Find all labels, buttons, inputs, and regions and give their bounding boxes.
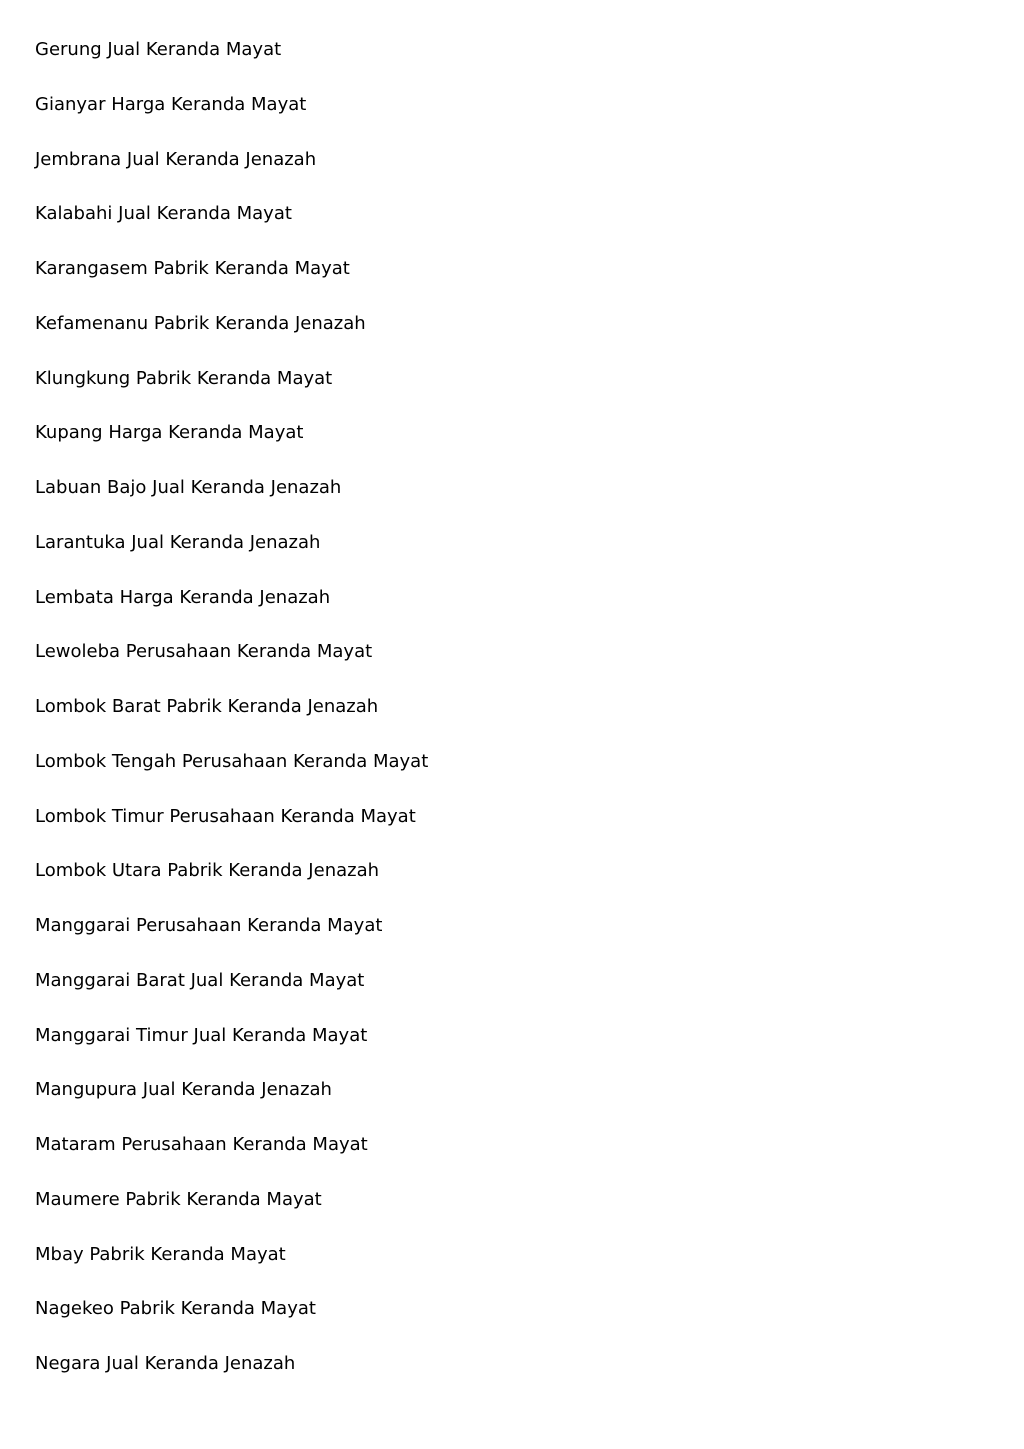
list-item	[35, 912, 428, 967]
list-item	[35, 693, 428, 748]
location-link-list	[35, 36, 428, 1405]
list-item	[35, 857, 428, 912]
list-item	[35, 310, 428, 365]
list-item	[35, 638, 428, 693]
location-link[interactable]: Lembata Harga Keranda Jenazah	[35, 586, 331, 608]
list-item	[35, 36, 428, 91]
location-link[interactable]: Mangupura Jual Keranda Jenazah	[35, 1079, 332, 1101]
list-item	[35, 1131, 428, 1186]
list-item	[35, 419, 428, 474]
list-item	[35, 1186, 428, 1241]
location-link[interactable]: Lombok Timur Perusahaan Keranda Mayat	[35, 805, 416, 827]
location-link[interactable]: Kefamenanu Pabrik Keranda Jenazah	[35, 312, 366, 334]
list-item	[35, 91, 428, 146]
list-item	[35, 1022, 428, 1077]
location-link[interactable]: Labuan Bajo Jual Keranda Jenazah	[35, 477, 342, 498]
location-link[interactable]: Larantuka Jual Keranda Jenazah	[35, 531, 321, 553]
list-item	[35, 748, 428, 803]
location-link[interactable]: Klungkung Pabrik Keranda Mayat	[35, 367, 333, 389]
list-item	[35, 365, 428, 420]
location-link[interactable]: Lombok Tengah Perusahaan Keranda Mayat	[35, 750, 429, 772]
list-item	[35, 803, 428, 858]
location-link[interactable]: Kupang Harga Keranda Mayat	[35, 422, 304, 444]
list-item	[35, 474, 428, 529]
list-item	[35, 967, 428, 1022]
list-item	[35, 529, 428, 584]
location-link[interactable]: Manggarai Perusahaan Keranda Mayat	[35, 915, 383, 936]
list-item	[35, 146, 428, 201]
list-item	[35, 200, 428, 255]
location-link[interactable]: Gerung Jual Keranda Mayat	[35, 39, 282, 60]
location-link[interactable]: Lewoleba Perusahaan Keranda Mayat	[35, 641, 373, 663]
list-item	[35, 1076, 428, 1131]
location-link[interactable]: Lombok Barat Pabrik Keranda Jenazah	[35, 696, 379, 717]
location-link[interactable]: Manggarai Timur Jual Keranda Mayat	[35, 1024, 368, 1046]
location-link[interactable]: Mataram Perusahaan Keranda Mayat	[35, 1134, 368, 1155]
list-item	[35, 1295, 428, 1350]
location-link[interactable]: Jembrana Jual Keranda Jenazah	[35, 148, 317, 170]
list-item	[35, 584, 428, 639]
location-link[interactable]: Negara Jual Keranda Jenazah	[35, 1353, 296, 1374]
list-item	[35, 255, 428, 310]
location-link[interactable]: Gianyar Harga Keranda Mayat	[35, 93, 307, 115]
location-link[interactable]: Maumere Pabrik Keranda Mayat	[35, 1188, 322, 1210]
location-link[interactable]: Mbay Pabrik Keranda Mayat	[35, 1243, 286, 1265]
location-link[interactable]: Karangasem Pabrik Keranda Mayat	[35, 258, 350, 279]
list-item	[35, 1241, 428, 1296]
list-item	[35, 1350, 428, 1405]
location-link[interactable]: Manggarai Barat Jual Keranda Mayat	[35, 969, 365, 991]
location-link[interactable]: Lombok Utara Pabrik Keranda Jenazah	[35, 860, 380, 882]
location-link[interactable]: Nagekeo Pabrik Keranda Mayat	[35, 1298, 316, 1320]
location-link[interactable]: Kalabahi Jual Keranda Mayat	[35, 203, 292, 225]
